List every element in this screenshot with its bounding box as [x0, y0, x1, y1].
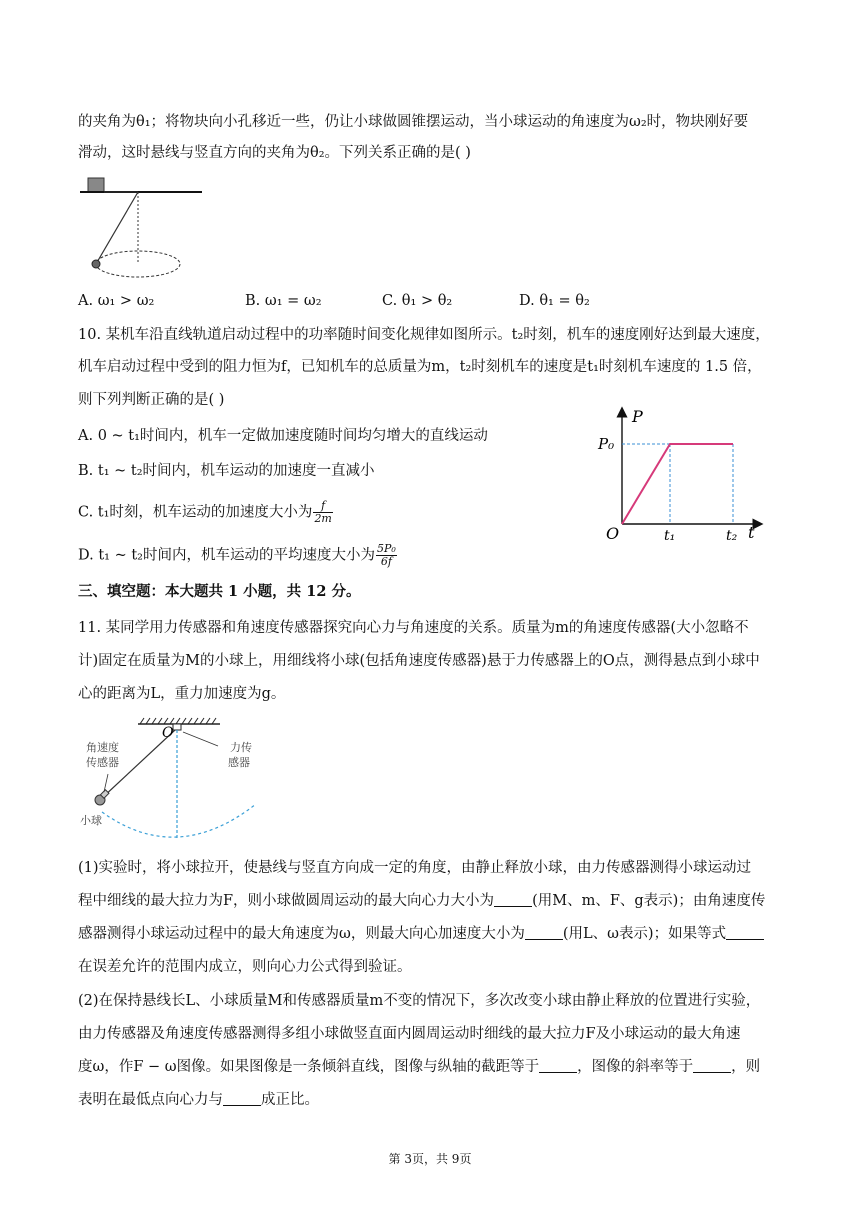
- ang-sensor-pointer: [104, 774, 108, 792]
- force-sensor-label-2: 感器: [228, 756, 250, 769]
- ball-label: 小球: [80, 814, 102, 827]
- q10-option-a: A. 0 ~ t₁时间内，机车一定做加速度随时间均匀增大的直线运动: [78, 428, 488, 444]
- conical-pendulum-figure: [78, 174, 208, 284]
- q11-part1-line-3: [78, 924, 764, 944]
- q11-part1-line-2: [78, 891, 765, 911]
- t1-label: t₁: [664, 528, 676, 544]
- answer-blank-4[interactable]: [539, 1058, 577, 1073]
- o-point-label: O: [162, 725, 174, 741]
- q9-line-1: 的夹角为θ₁；将物块向小孔移近一些，仍让小球做圆锥摆运动，当小球运动的角速度为ω₂时，物块刚好要: [78, 114, 749, 130]
- q11-part2-line-4-b: 成正比。: [261, 1092, 319, 1108]
- q10-option-c-fraction: [313, 500, 332, 525]
- q11-part1-line-2-b: (用M、m、F、g表示)；由角速度传: [532, 893, 766, 909]
- q11-part1-line-3-a: 感器测得小球运动过程中的最大角速度为ω，则最大向心加速度大小为: [78, 926, 525, 942]
- q10-line-2: 机车启动过程中受到的阻力恒为f，已知机车的总质量为m，t₂时刻机车的速度是t₁时刻机车速度的 1.5 倍，: [78, 359, 762, 375]
- y-axis-label: P: [632, 407, 643, 426]
- answer-blank-3[interactable]: [726, 925, 764, 940]
- fraction-denominator: 6f: [380, 555, 392, 568]
- q11-part2-line-3-c: ，则: [731, 1059, 761, 1075]
- q11-part1-line-4: 在误差允许的范围内成立，则向心力公式得到验证。: [78, 959, 412, 975]
- q11-line-1: 11. 某同学用力传感器和角速度传感器探究向心力与角速度的关系。质量为m的角速度传感器(大小忽略不: [78, 620, 749, 636]
- pendulum-ball: [92, 260, 100, 268]
- q11-part2-line-4: [78, 1090, 319, 1110]
- q10-option-d-text: D. t₁ ~ t₂时间内，机车运动的平均速度大小为: [78, 547, 375, 564]
- q11-part1-line-3-b: (用L、ω表示)；如果等式: [562, 926, 727, 942]
- block: [88, 178, 104, 192]
- q9-option-c: C. θ₁ > θ₂: [382, 293, 453, 309]
- answer-blank-5[interactable]: [693, 1058, 731, 1073]
- q9-option-d: D. θ₁ = θ₂: [519, 293, 590, 309]
- answer-blank-6[interactable]: [223, 1091, 261, 1106]
- fraction-numerator: 5P₀: [376, 542, 396, 555]
- swing-arc: [102, 804, 256, 837]
- answer-blank-2[interactable]: [525, 925, 563, 940]
- q10-line-3: 则下列判断正确的是( ): [78, 392, 225, 408]
- q10-option-d: [78, 543, 398, 568]
- fraction-denominator: 2m: [314, 512, 332, 525]
- fraction-numerator: f: [313, 500, 332, 513]
- origin-label: O: [606, 524, 620, 543]
- q11-part1-line-1: (1)实验时，将小球拉开，使悬线与竖直方向成一定的角度，由静止释放小球，由力传感器测得小球运动过: [78, 860, 752, 876]
- answer-blank-1[interactable]: [494, 892, 532, 907]
- q9-line-2: 滑动，这时悬线与竖直方向的夹角为θ₂。下列关系正确的是( ): [78, 145, 471, 161]
- power-curve: [622, 444, 733, 524]
- q11-part2-line-1: (2)在保持悬线长L、小球质量M和传感器质量m不变的情况下，多次改变小球由静止释放的位置进行实验，: [78, 993, 761, 1009]
- sensor-pendulum-figure: [78, 716, 268, 842]
- ceiling-hatch: [140, 718, 216, 724]
- q10-option-d-fraction: [376, 543, 397, 568]
- q11-part2-line-2: 由力传感器及角速度传感器测得多组小球做竖直面内圆周运动时细线的最大拉力F及小球运动的最大角速: [78, 1026, 741, 1042]
- q11-part1-line-2-a: 程中细线的最大拉力为F，则小球做圆周运动的最大向心力大小为: [78, 893, 495, 909]
- q11-part2-line-3-b: ，图像的斜率等于: [577, 1059, 694, 1075]
- p0-label: P₀: [598, 435, 615, 453]
- power-time-graph: [592, 406, 764, 546]
- q11-part2-line-3: [78, 1057, 760, 1077]
- force-sensor-pointer: [183, 732, 218, 746]
- t2-label: t₂: [726, 528, 738, 544]
- q9-option-b: B. ω₁ = ω₂: [245, 293, 322, 309]
- q10-line-1: 10. 某机车沿直线轨道启动过程中的功率随时间变化规律如图所示。t₂时刻，机车的速度刚好达到最大速度，: [78, 327, 770, 343]
- q9-option-a: A. ω₁ > ω₂: [78, 293, 155, 309]
- ang-sensor-label-2: 传感器: [86, 756, 119, 769]
- x-axis-label: t: [748, 523, 755, 542]
- q10-option-c-text: C. t₁时刻，机车运动的加速度大小为: [78, 504, 313, 521]
- force-sensor: [173, 724, 181, 730]
- q11-part2-line-4-a: 表明在最低点向心力与: [78, 1092, 223, 1108]
- section-3-heading: 三、填空题：本大题共 1 小题，共 12 分。: [78, 583, 361, 600]
- q10-option-c: [78, 500, 334, 525]
- page-footer: 第 3页，共 9页: [388, 1152, 472, 1166]
- q11-part2-line-3-a: 度ω，作F − ω图像。如果图像是一条倾斜直线，图像与纵轴的截距等于: [78, 1059, 540, 1075]
- q11-line-3: 心的距离为L，重力加速度为g。: [78, 686, 286, 702]
- q11-line-2: 计)固定在质量为M的小球上，用细线将小球(包括角速度传感器)悬于力传感器上的O点，测得悬点到小球中: [78, 653, 760, 669]
- ang-sensor-label-1: 角速度: [86, 741, 119, 754]
- force-sensor-label-1: 力传: [230, 741, 252, 754]
- q10-option-b: B. t₁ ~ t₂时间内，机车运动的加速度一直减小: [78, 463, 375, 479]
